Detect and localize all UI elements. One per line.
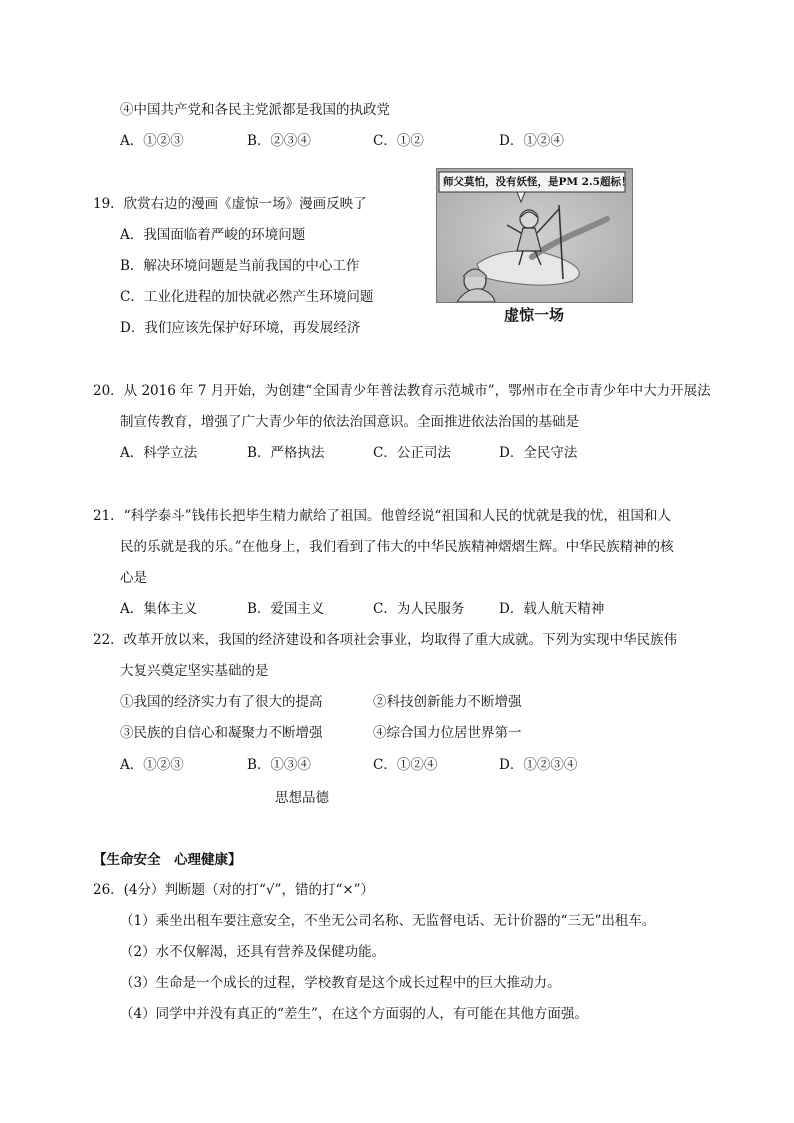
option-a: A．①②③ xyxy=(120,133,184,149)
q20-stem-line1: 20．从 2016 年 7 月开始，为创建“全国青少年普法教育示范城市”，鄂州市在全市青少年中大力开展法 xyxy=(93,383,711,399)
q20-option-b: B．严格执法 xyxy=(247,445,325,461)
q21-option-b: B．爱国主义 xyxy=(247,601,325,617)
cartoon-speech-bubble: 师父莫怕，没有妖怪，是PM 2.5超标！ xyxy=(443,176,632,188)
q19-option-b: B．解决环境问题是当前我国的中心工作 xyxy=(120,258,360,274)
q22-statement-1: ①我国的经济实力有了很大的提高 xyxy=(120,694,323,710)
q22-statement-4: ④综合国力位居世界第一 xyxy=(373,725,522,741)
q19-option-a: A．我国面临着严峻的环境问题 xyxy=(120,227,306,243)
q22-statement-2: ②科技创新能力不断增强 xyxy=(373,694,522,710)
option-d: D．①②④ xyxy=(499,133,564,149)
q22-option-d: D．①②③④ xyxy=(499,757,578,773)
q26-item-3: （3）生命是一个成长的过程，学校教育是这个成长过程中的巨大推动力。 xyxy=(120,975,561,991)
q21-stem-line2: 民的乐就是我的乐。”在他身上，我们看到了伟大的中华民族精神熠熠生辉。中华民族精神的核 xyxy=(120,539,674,555)
option-b: B．②③④ xyxy=(247,133,311,149)
q22-option-b: B．①③④ xyxy=(247,757,311,773)
q20-stem-line2: 制宣传教育，增强了广大青少年的依法治国意识。全面推进依法治国的基础是 xyxy=(120,414,579,430)
q20-option-d: D．全民守法 xyxy=(499,445,578,461)
q26-item-4: （4）同学中并没有真正的“差生”，在这个方面弱的人，有可能在其他方面强。 xyxy=(120,1006,588,1022)
q21-stem-line1: 21．“科学泰斗”钱伟长把毕生精力献给了祖国。他曾经说“祖国和人民的忧就是我的忧，祖国和人 xyxy=(93,508,671,524)
q22-stem-line2: 大复兴奠定坚实基础的是 xyxy=(120,663,269,679)
q20-option-c: C．公正司法 xyxy=(373,445,451,461)
q20-option-a: A．科学立法 xyxy=(120,445,198,461)
cartoon-image xyxy=(436,168,633,303)
q19-stem: 19．欣赏右边的漫画《虚惊一场》漫画反映了 xyxy=(93,196,367,212)
q26-item-2: （2）水不仅解渴，还具有营养及保健功能。 xyxy=(120,944,386,960)
q21-option-d: D．载人航天精神 xyxy=(499,601,605,617)
q19-option-c: C．工业化进程的加快就必然产生环境问题 xyxy=(120,289,374,305)
q22-statement-3: ③民族的自信心和凝聚力不断增强 xyxy=(120,725,323,741)
q21-option-c: C．为人民服务 xyxy=(373,601,465,617)
q21-option-a: A．集体主义 xyxy=(120,601,198,617)
subject-title: 思想品德 xyxy=(275,790,329,806)
statement-4: ④中国共产党和各民主党派都是我国的执政党 xyxy=(120,102,390,118)
option-c: C．①② xyxy=(373,133,424,149)
q22-option-a: A．①②③ xyxy=(120,757,184,773)
section-header: 【生命安全 心理健康】 xyxy=(93,852,242,868)
q22-stem-line1: 22．改革开放以来，我国的经济建设和各项社会事业，均取得了重大成就。下列为实现中华民族伟 xyxy=(93,632,678,648)
q19-option-d: D．我们应该先保护好环境，再发展经济 xyxy=(120,320,361,336)
q21-stem-line3: 心是 xyxy=(120,570,147,586)
q26-stem: 26．(4分）判断题（对的打“√”，错的打“×”） xyxy=(93,882,375,898)
cartoon-caption: 虚惊一场 xyxy=(504,306,565,324)
q26-item-1: （1）乘坐出租车要注意安全，不坐无公司名称、无监督电话、无计价器的“三无”出租车。 xyxy=(120,913,656,929)
q22-option-c: C．①②④ xyxy=(373,757,438,773)
